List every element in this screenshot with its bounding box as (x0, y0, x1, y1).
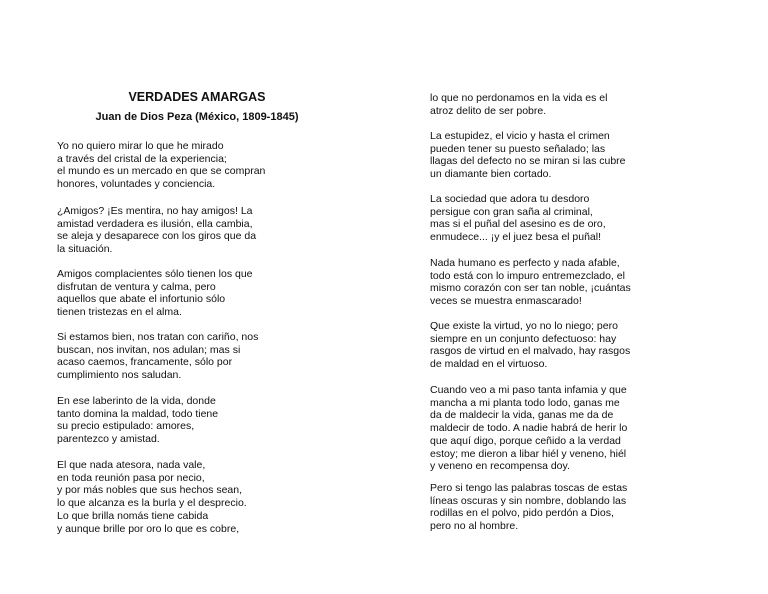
stanza (430, 92, 607, 117)
verse-line: La estupidez, el vicio y hasta el crimen (430, 130, 610, 142)
verse-line: La sociedad que adora tu desdoro (430, 193, 590, 205)
verse-line: llagas del defecto no se miran si las cubre (430, 155, 626, 168)
verse-line: Que existe la virtud, yo no lo niego; pero (430, 320, 618, 332)
verse-line: siempre en un conjunto defectuoso: hay (430, 332, 617, 345)
verse-line: Si estamos bien, nos tratan con cariño, nos (57, 331, 259, 343)
verse-line: Lo que brilla nomás tiene cabida (57, 509, 209, 522)
verse-line: líneas oscuras y sin nombre, doblando las (430, 494, 627, 507)
verse-line: lo que no perdonamos en la vida es el (430, 92, 608, 104)
poem-author: Juan de Dios Peza (México, 1809-1845) (95, 111, 299, 123)
verse-line: da de maldecir la vida, ganas me da de (430, 409, 614, 422)
verse-line: El que nada atesora, nada vale, (57, 459, 206, 471)
verse-line: buscan, nos invitan, nos adulan; mas si (57, 343, 241, 356)
verse-line: En ese laberinto de la vida, donde (57, 395, 216, 407)
verse-line: mancha a mi planta todo lodo, ganas me (430, 396, 620, 409)
verse-line: tienen tristezas en el alma. (57, 306, 182, 319)
verse-line: disfrutan de ventura y calma, pero (57, 280, 216, 293)
verse-line: que aquí digo, porque ceñido a la verdad (430, 434, 621, 447)
verse-line: Cuando veo a mi paso tanta infamia y que (430, 384, 627, 396)
verse-line: aquellos que abate el infortunio sólo (57, 293, 226, 306)
verse-line: amistad verdadera es ilusión, ella cambia, (57, 217, 253, 230)
stanza (57, 140, 265, 191)
verse-line: la situación. (57, 243, 113, 256)
verse-line: maldecir de todo. A nadie habrá de herir lo (430, 422, 628, 435)
verse-line: acaso caemos, francamente, sólo por (57, 356, 233, 369)
verse-line: ¿Amigos? ¡Es mentira, no hay amigos! La (57, 205, 253, 217)
verse-line: Yo no quiero mirar lo que he mirado (57, 140, 224, 152)
verse-line: de maldad en el virtuoso. (430, 358, 548, 371)
verse-line: cumplimiento nos saludan. (57, 369, 182, 382)
verse-line: y por más nobles que sus hechos sean, (57, 484, 243, 497)
stanza (430, 193, 606, 244)
stanza (430, 320, 630, 371)
verse-line: en toda reunión pasa por necio, (57, 471, 205, 484)
verse-line: a través del cristal de la experiencia; (57, 152, 227, 165)
verse-line: estoy; me dieron a libar hiél y veneno, hiél (430, 447, 627, 460)
verse-line: Amigos complacientes sólo tienen los que (57, 268, 253, 280)
stanza (57, 459, 247, 535)
stanza (57, 268, 253, 319)
stanza (57, 395, 218, 446)
verse-line: rasgos de virtud en el malvado, hay rasgos (430, 345, 631, 358)
poem-title: VERDADES AMARGAS (128, 90, 266, 104)
verse-line: su precio estipulado: amores, (57, 420, 195, 433)
verse-line: el mundo es un mercado en que se compran (57, 165, 266, 178)
stanza (430, 482, 627, 533)
verse-line: persigue con gran saña al criminal, (430, 205, 593, 218)
verse-line: veces se muestra enmascarado! (430, 295, 582, 308)
verse-line: un diamante bien cortado. (430, 168, 552, 181)
verse-line: y veneno en recompensa doy. (430, 460, 570, 473)
verse-line: pero no al hombre. (430, 520, 519, 533)
verse-line: lo que alcanza es la burla y el desprecio. (57, 497, 247, 510)
verse-line: parentezco y amistad. (57, 433, 160, 446)
verse-line: Nada humano es perfecto y nada afable, (430, 257, 620, 269)
verse-line: mismo corazón con ser tan noble, ¡cuántas (430, 282, 631, 295)
verse-line: tanto domina la maldad, todo tiene (57, 407, 219, 420)
verse-line: rodillas en el polvo, pido perdón a Dios, (430, 507, 614, 520)
stanza (430, 384, 627, 473)
stanza (57, 331, 258, 382)
verse-line: atroz delito de ser pobre. (430, 104, 547, 117)
verse-line: pueden tener su puesto señalado; las (430, 142, 606, 155)
verse-line: y aunque brille por oro lo que es cobre, (57, 522, 240, 535)
verse-line: mas si el puñal del asesino es de oro, (430, 218, 606, 231)
verse-line: Pero si tengo las palabras toscas de estas (430, 482, 628, 494)
verse-line: enmudece... ¡y el juez besa el puñal! (430, 231, 602, 244)
verse-line: todo está con lo impuro entremezclado, el (430, 269, 625, 282)
verse-line: honores, voluntades y conciencia. (57, 178, 216, 191)
stanza (430, 257, 631, 308)
verse-line: se aleja y desaparece con los giros que da (57, 230, 257, 243)
stanza (57, 205, 256, 256)
stanza (430, 130, 626, 181)
